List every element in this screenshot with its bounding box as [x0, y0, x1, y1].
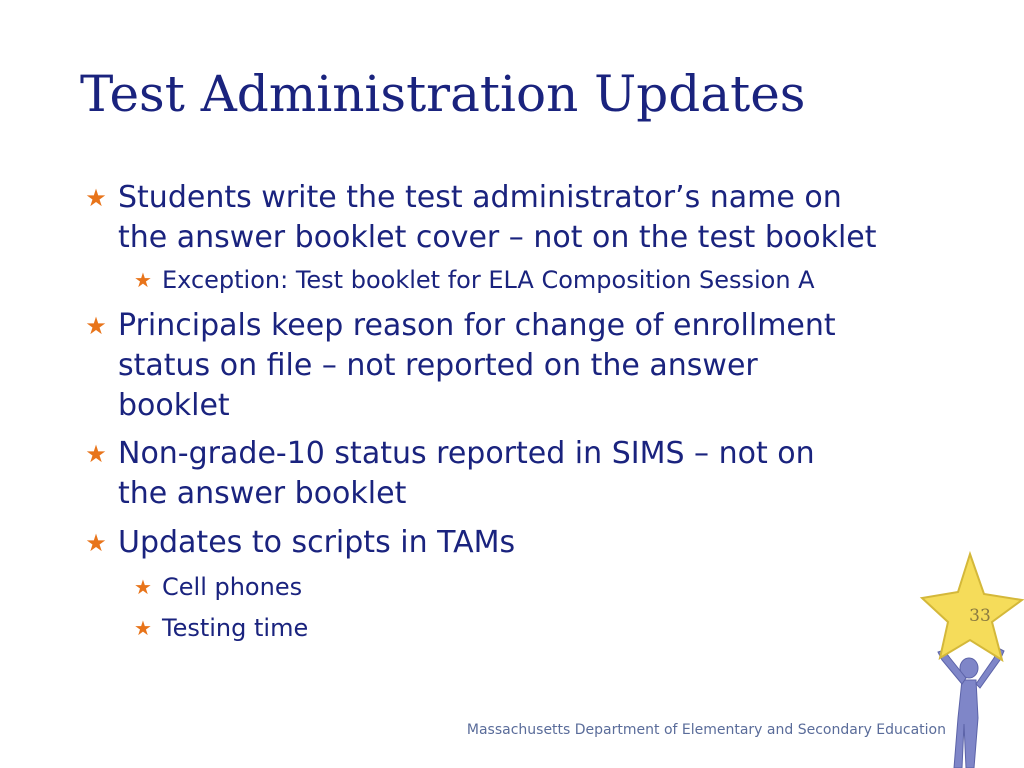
star-bullet-icon: ★	[85, 440, 107, 468]
star-bullet-icon: ★	[85, 312, 107, 340]
sub-bullet-item	[132, 260, 932, 300]
sub-bullet-item	[132, 608, 932, 648]
star-bullet-icon: ★	[134, 616, 152, 640]
sub-bullet-text: Testing time	[162, 614, 309, 642]
star-bullet-icon: ★	[134, 268, 152, 292]
slide-title: Test Administration Updates	[80, 65, 806, 123]
star-bullet-icon: ★	[85, 184, 107, 212]
slide-number: 33	[969, 606, 991, 626]
bullet-item	[84, 434, 934, 514]
sub-bullet-item	[132, 567, 932, 607]
bullet-text: Principals keep reason for change of enrollment status on file – not reported on the answer booklet	[118, 308, 836, 423]
bullet-item	[84, 178, 934, 258]
star-bullet-icon: ★	[85, 529, 107, 557]
sub-bullet-text: Cell phones	[162, 573, 303, 601]
bullet-item	[84, 523, 934, 563]
star-bullet-icon: ★	[134, 575, 152, 599]
bullet-text: Students write the test administrator’s name on the answer booklet cover – not on the test booklet	[118, 180, 877, 255]
bullet-item	[84, 306, 934, 426]
bullet-text: Updates to scripts in TAMs	[118, 525, 516, 560]
sub-bullet-text: Exception: Test booklet for ELA Composition Session A	[162, 266, 815, 294]
bullet-text: Non-grade-10 status reported in SIMS – not on the answer booklet	[118, 436, 815, 511]
footer-text: Massachusetts Department of Elementary and Secondary Education	[466, 722, 946, 738]
